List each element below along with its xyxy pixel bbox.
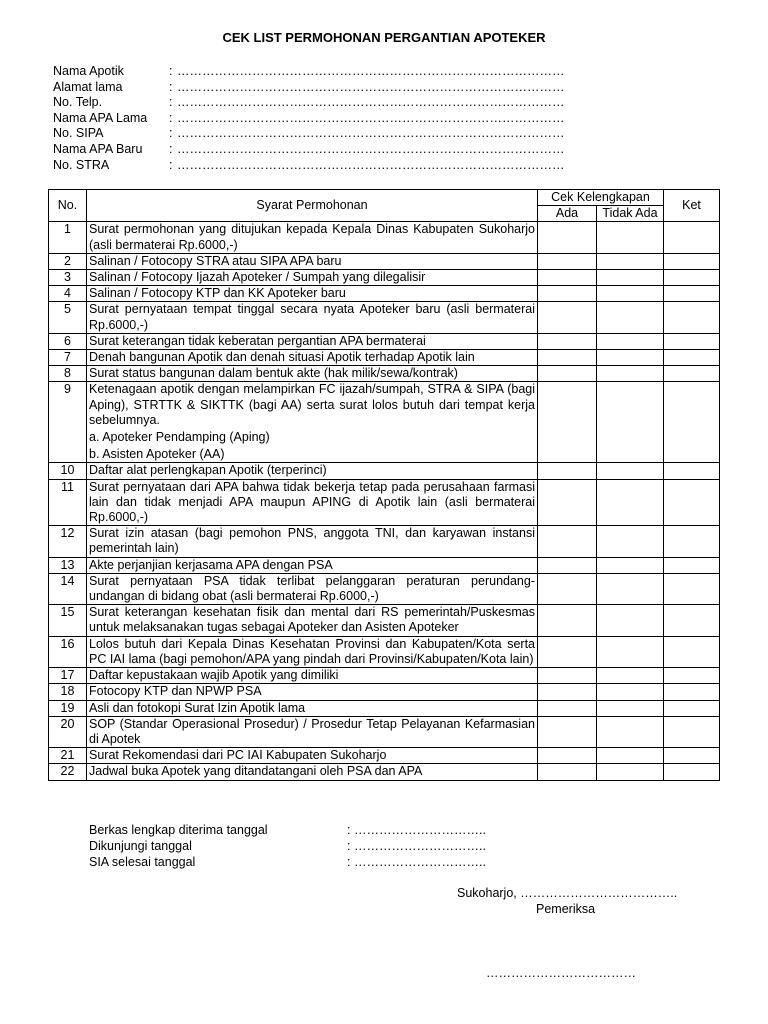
ada-cell[interactable]: [538, 700, 597, 716]
row-number: 12: [49, 526, 87, 557]
info-blank[interactable]: …………………………………………………………………………………: [177, 95, 565, 110]
receipt-info: [89, 822, 486, 870]
info-colon: :: [169, 95, 173, 110]
signature-place-date[interactable]: Sukoharjo, ………………………………..: [457, 886, 678, 900]
requirement-text: Denah bangunan Apotik dan denah situasi Apotik terhadap Apotik lain: [89, 350, 475, 365]
row-number: 18: [49, 684, 87, 700]
row-requirement: [87, 463, 538, 479]
ada-cell[interactable]: [538, 557, 597, 573]
info-label: Nama APA Lama: [53, 110, 148, 125]
ada-cell[interactable]: [538, 270, 597, 286]
ket-cell[interactable]: [664, 526, 720, 557]
ada-cell[interactable]: [538, 366, 597, 382]
row-requirement: [87, 557, 538, 573]
info-no-stra: [53, 158, 565, 174]
info-label: No. Telp.: [53, 95, 103, 110]
ket-cell[interactable]: [664, 764, 720, 780]
info-label: No. SIPA: [53, 126, 104, 141]
ada-cell[interactable]: [538, 333, 597, 349]
row-number: 17: [49, 668, 87, 684]
footer-label: Berkas lengkap diterima tanggal: [89, 823, 268, 837]
row-requirement: [87, 253, 538, 269]
info-blank[interactable]: …………………………………………………………………………………: [177, 79, 565, 94]
checklist-table: [48, 189, 720, 781]
ket-cell[interactable]: [664, 636, 720, 667]
ket-cell[interactable]: [664, 700, 720, 716]
ada-cell[interactable]: [538, 573, 597, 604]
ket-cell[interactable]: [664, 748, 720, 764]
tidak-ada-cell[interactable]: [597, 573, 664, 604]
footer-berkas: [89, 822, 486, 838]
table-row: [49, 573, 720, 604]
info-blank[interactable]: …………………………………………………………………………………: [177, 126, 565, 141]
header-ket: Ket: [664, 190, 720, 222]
ada-cell[interactable]: [538, 222, 597, 253]
ada-cell[interactable]: [538, 302, 597, 333]
info-colon: :: [169, 157, 173, 172]
row-number: 19: [49, 700, 87, 716]
ada-cell[interactable]: [538, 463, 597, 479]
ada-cell[interactable]: [538, 748, 597, 764]
info-colon: :: [169, 79, 173, 94]
ket-cell[interactable]: [664, 382, 720, 463]
table-row: [49, 748, 720, 764]
footer-colon: :: [347, 823, 351, 837]
tidak-ada-cell[interactable]: [597, 270, 664, 286]
ada-cell[interactable]: [538, 764, 597, 780]
row-requirement: [87, 700, 538, 716]
ket-cell[interactable]: [664, 716, 720, 747]
info-colon: :: [169, 110, 173, 125]
requirement-text: Daftar alat perlengkapan Apotik (terperinci): [89, 463, 327, 478]
footer-blank[interactable]: …………………………..: [353, 855, 486, 869]
tidak-ada-cell[interactable]: [597, 764, 664, 780]
ket-cell[interactable]: [664, 286, 720, 302]
table-row: [49, 463, 720, 479]
row-number: 15: [49, 605, 87, 636]
requirement-text: Salinan / Fotocopy Ijazah Apoteker / Sumpah yang dilegalisir: [89, 270, 426, 285]
row-requirement: [87, 479, 538, 526]
ket-cell[interactable]: [664, 350, 720, 366]
requirement-text: Jadwal buka Apotek yang ditandatangani oleh PSA dan APA: [89, 764, 423, 779]
footer-blank[interactable]: …………………………..: [353, 839, 486, 853]
row-number: 22: [49, 764, 87, 780]
ada-cell[interactable]: [538, 253, 597, 269]
ket-cell[interactable]: [664, 366, 720, 382]
header-row: [49, 190, 720, 206]
info-blank[interactable]: …………………………………………………………………………………: [177, 64, 565, 78]
ada-cell[interactable]: [538, 350, 597, 366]
requirement-text: SOP (Standar Operasional Prosedur) / Prosedur Tetap Pelayanan Kefarmasian di Apotek: [89, 716, 535, 746]
row-number: 2: [49, 253, 87, 269]
ket-cell[interactable]: [664, 253, 720, 269]
tidak-ada-cell[interactable]: [597, 716, 664, 747]
footer-blank[interactable]: …………………………..: [353, 823, 486, 837]
footer-colon: :: [347, 855, 351, 869]
tidak-ada-cell[interactable]: [597, 382, 664, 463]
tidak-ada-cell[interactable]: [597, 526, 664, 557]
tidak-ada-cell[interactable]: [597, 253, 664, 269]
info-label: Alamat lama: [53, 79, 123, 94]
requirement-text: Daftar kepustakaan wajib Apotik yang dimiliki: [89, 668, 339, 683]
info-label: No. STRA: [53, 157, 110, 172]
table-row: [49, 333, 720, 349]
info-colon: :: [169, 64, 173, 78]
ada-cell[interactable]: [538, 526, 597, 557]
ket-cell[interactable]: [664, 605, 720, 636]
row-number: 21: [49, 748, 87, 764]
row-number: 20: [49, 716, 87, 747]
info-blank[interactable]: …………………………………………………………………………………: [177, 141, 565, 156]
ket-cell[interactable]: [664, 222, 720, 253]
info-alamat-lama: [53, 80, 565, 96]
requirement-text: Asli dan fotokopi Surat Izin Apotik lama: [89, 700, 306, 715]
tidak-ada-cell[interactable]: [597, 333, 664, 349]
ket-cell[interactable]: [664, 302, 720, 333]
requirement-text: Surat pernyataan dari APA bahwa tidak bekerja tetap pada perusahaan farmasi lain dan tidak menjadi APA maupun APING di Apotik lain (asli bermaterai Rp.6000,-): [89, 479, 535, 525]
table-row: [49, 302, 720, 333]
footer-label: Dikunjungi tanggal: [89, 839, 192, 853]
row-requirement: [87, 573, 538, 604]
table-row: [49, 668, 720, 684]
requirement-text: Akte perjanjian kerjasama APA dengan PSA: [89, 557, 333, 572]
info-colon: :: [169, 126, 173, 141]
row-requirement: [87, 350, 538, 366]
row-requirement: [87, 668, 538, 684]
row-number: 14: [49, 573, 87, 604]
row-number: 13: [49, 557, 87, 573]
info-colon: :: [169, 141, 173, 156]
ada-cell[interactable]: [538, 716, 597, 747]
tidak-ada-cell[interactable]: [597, 605, 664, 636]
ket-cell[interactable]: [664, 573, 720, 604]
tidak-ada-cell[interactable]: [597, 350, 664, 366]
table-row: [49, 636, 720, 667]
document-title: CEK LIST PERMOHONAN PERGANTIAN APOTEKER: [222, 30, 546, 45]
row-number: 6: [49, 333, 87, 349]
footer-label: SIA selesai tanggal: [89, 855, 196, 869]
row-number: 3: [49, 270, 87, 286]
tidak-ada-cell[interactable]: [597, 302, 664, 333]
table-row: [49, 684, 720, 700]
row-requirement: [87, 222, 538, 253]
row-requirement: [87, 286, 538, 302]
ada-cell[interactable]: [538, 684, 597, 700]
row-requirement: [87, 302, 538, 333]
tidak-ada-cell[interactable]: [597, 748, 664, 764]
tidak-ada-cell[interactable]: [597, 557, 664, 573]
row-number: 9: [49, 382, 87, 463]
requirement-text: Surat Rekomendasi dari PC IAI Kabupaten Sukoharjo: [89, 748, 387, 763]
ada-cell[interactable]: [538, 382, 597, 463]
info-nama-apotik: [53, 64, 565, 80]
ket-cell[interactable]: [664, 333, 720, 349]
footer-sia: [89, 854, 486, 870]
table-row: [49, 366, 720, 382]
requirement-text: Surat pernyataan PSA tidak terlibat pelanggaran peraturan perundang-undangan di bidang obat (asli bermaterai Rp.6000,-): [89, 573, 535, 604]
row-requirement: [87, 716, 538, 747]
requirement-text: Surat permohonan yang ditujukan kepada Kepala Dinas Kabupaten Sukoharjo (asli bermaterai Rp.6000,-): [89, 222, 535, 252]
requirement-text: Salinan / Fotocopy KTP dan KK Apoteker baru: [89, 286, 346, 301]
row-requirement: [87, 366, 538, 382]
row-requirement: [87, 764, 538, 780]
row-number: 4: [49, 286, 87, 302]
info-blank[interactable]: …………………………………………………………………………………: [177, 110, 565, 125]
ket-cell[interactable]: [664, 557, 720, 573]
header-syarat: Syarat Permohonan: [87, 190, 538, 222]
signature-role: Pemeriksa: [536, 902, 596, 916]
row-requirement: [87, 605, 538, 636]
info-label: Nama Apotik: [53, 64, 124, 78]
tidak-ada-cell[interactable]: [597, 222, 664, 253]
table-row: [49, 270, 720, 286]
row-requirement: [87, 636, 538, 667]
ada-cell[interactable]: [538, 286, 597, 302]
row-number: 8: [49, 366, 87, 382]
requirement-text: Salinan / Fotocopy STRA atau SIPA APA baru: [89, 253, 342, 268]
row-requirement: [87, 382, 538, 463]
row-number: 5: [49, 302, 87, 333]
tidak-ada-cell[interactable]: [597, 479, 664, 526]
row-requirement: [87, 333, 538, 349]
requirement-text: Surat pernyataan tempat tinggal secara nyata Apoteker baru (asli bermaterai Rp.6000,-): [89, 302, 535, 332]
table-row: [49, 222, 720, 253]
row-number: 16: [49, 636, 87, 667]
ket-cell[interactable]: [664, 668, 720, 684]
tidak-ada-cell[interactable]: [597, 463, 664, 479]
applicant-info: [53, 64, 565, 173]
tidak-ada-cell[interactable]: [597, 700, 664, 716]
table-row: [49, 700, 720, 716]
table-row: [49, 526, 720, 557]
requirement-text: Surat status bangunan dalam bentuk akte (hak milik/sewa/kontrak): [89, 366, 458, 381]
ada-cell[interactable]: [538, 605, 597, 636]
row-requirement: [87, 270, 538, 286]
requirement-text: Surat izin atasan (bagi pemohon PNS, anggota TNI, dan karyawan instansi pemerintah lain): [89, 526, 535, 556]
signature-line[interactable]: ………………………………: [486, 966, 636, 980]
ket-cell[interactable]: [664, 270, 720, 286]
header-no: No.: [49, 190, 87, 222]
info-no-telp: [53, 95, 565, 111]
info-blank[interactable]: …………………………………………………………………………………: [177, 157, 565, 172]
ada-cell[interactable]: [538, 636, 597, 667]
row-number: 11: [49, 479, 87, 526]
tidak-ada-cell[interactable]: [597, 366, 664, 382]
table-row: [49, 557, 720, 573]
info-nama-apa-baru: [53, 142, 565, 158]
table-row: [49, 286, 720, 302]
footer-colon: :: [347, 839, 351, 853]
table-row: [49, 479, 720, 526]
tidak-ada-cell[interactable]: [597, 668, 664, 684]
table-row: [49, 605, 720, 636]
table-row: [49, 382, 720, 463]
row-number: 10: [49, 463, 87, 479]
table-row: [49, 716, 720, 747]
requirement-subitem: b. Asisten Apoteker (AA): [89, 447, 225, 462]
requirement-text: Ketenagaan apotik dengan melampirkan FC ijazah/sumpah, STRA & SIPA (bagi Aping), STRTTK & SIKTTK (bagi AA) serta surat lolos butuh dari tempat kerja sebelumnya.: [89, 382, 535, 427]
row-number: 7: [49, 350, 87, 366]
info-label: Nama APA Baru: [53, 141, 143, 156]
tidak-ada-cell[interactable]: [597, 286, 664, 302]
info-no-sipa: [53, 126, 565, 142]
tidak-ada-cell[interactable]: [597, 684, 664, 700]
header-ada: Ada: [538, 206, 597, 222]
ada-cell[interactable]: [538, 479, 597, 526]
row-requirement: [87, 526, 538, 557]
ket-cell[interactable]: [664, 684, 720, 700]
row-requirement: [87, 748, 538, 764]
ada-cell[interactable]: [538, 668, 597, 684]
requirement-text: Lolos butuh dari Kepala Dinas Kesehatan Provinsi dan Kabupaten/Kota serta PC IAI lama (bagi pemohon/APA yang pindah dari Provinsi/Kabupaten/Kota lain): [89, 636, 535, 666]
info-nama-apa-lama: [53, 111, 565, 127]
requirement-text: Surat keterangan tidak keberatan pergantian APA bermaterai: [89, 333, 426, 348]
ket-cell[interactable]: [664, 463, 720, 479]
row-number: 1: [49, 222, 87, 253]
header-tidak-ada: Tidak Ada: [597, 206, 664, 222]
requirement-subitem: a. Apoteker Pendamping (Aping): [89, 430, 270, 445]
requirement-text: Fotocopy KTP dan NPWP PSA: [89, 684, 262, 699]
header-cek-kelengkapan: Cek Kelengkapan: [538, 190, 664, 206]
table-row: [49, 764, 720, 780]
row-requirement: [87, 684, 538, 700]
tidak-ada-cell[interactable]: [597, 636, 664, 667]
requirement-text: Surat keterangan kesehatan fisik dan mental dari RS pemerintah/Puskesmas untuk melaksanakan tugas sebagai Apoteker dan Asisten Apoteker: [89, 605, 535, 635]
footer-dikunjungi: [89, 838, 486, 854]
table-row: [49, 350, 720, 366]
ket-cell[interactable]: [664, 479, 720, 526]
table-row: [49, 253, 720, 269]
